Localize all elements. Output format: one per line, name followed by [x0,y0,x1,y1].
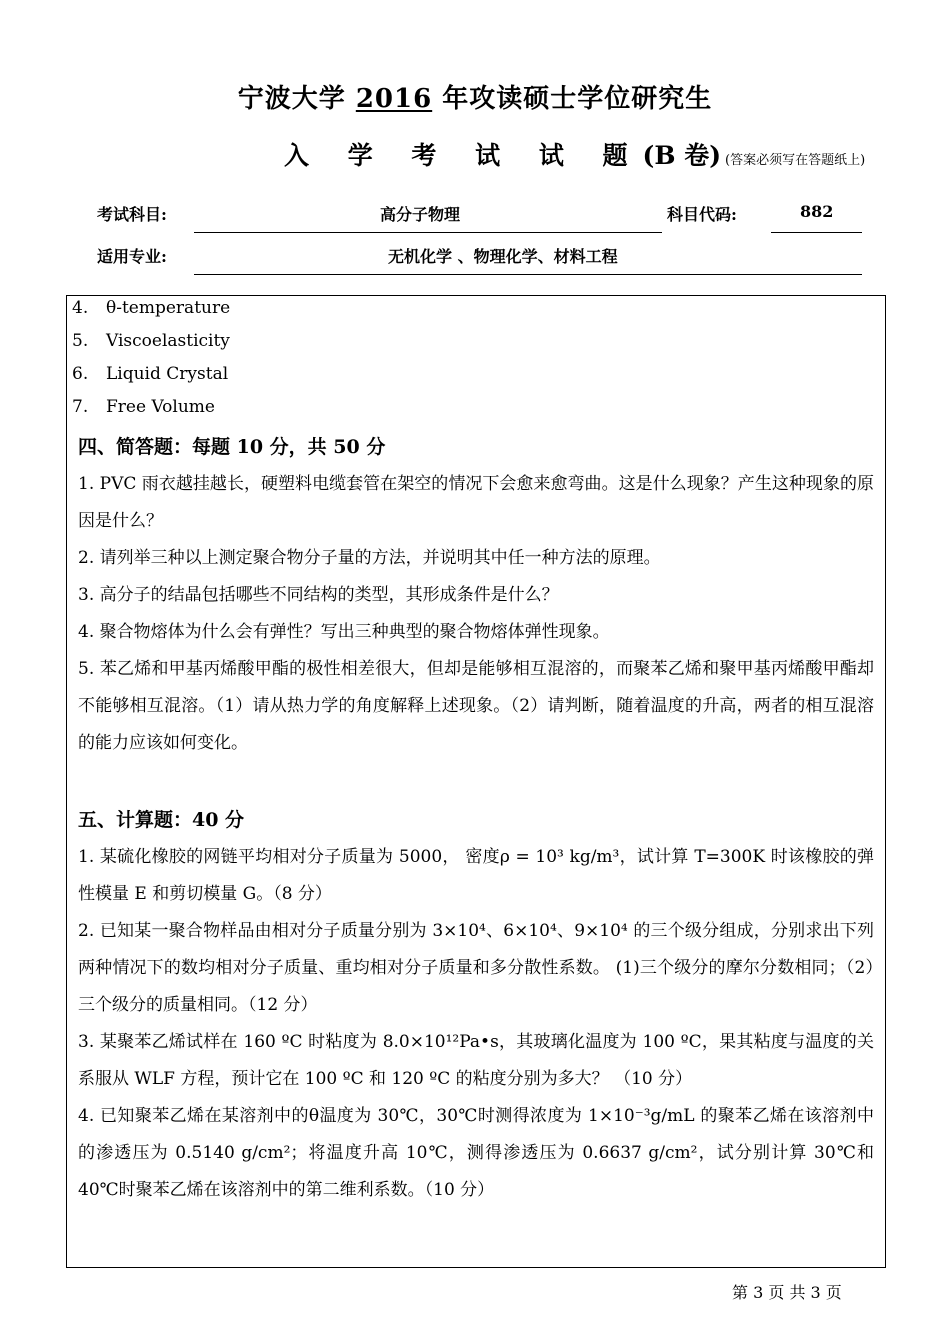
term-number: 6. [72,364,89,384]
exam-subtitle [284,136,865,172]
term-text: Free Volume [106,397,215,417]
subject-underline [194,232,662,233]
code-underline [771,232,862,233]
section5-question-4: 4. 已知聚苯乙烯在某溶剂中的θ温度为 30℃，30℃时测得浓度为 1×10⁻³g/mL 的聚苯乙烯在该溶剂中的渗透压为 0.5140 g/cm²；将温度升高 10℃，测得渗透压为 0.6637 g/cm²，试分别计算 30℃和 40℃时聚苯乙烯在该溶剂中的第二维利系数。（10 分） [78,1106,874,1200]
section5-question-1: 1. 某硫化橡胶的网链平均相对分子质量为 5000， 密度ρ = 10³ kg/m³，试计算 T=300K 时该橡胶的弹性模量 E 和剪切模量 G。（8 分） [78,847,874,904]
section4-question-5: 5. 苯乙烯和甲基丙烯酸甲酯的极性相差很大，但却是能够相互混溶的，而聚苯乙烯和聚甲基丙烯酸甲酯却不能够相互混溶。（1）请从热力学的角度解释上述现象。（2）请判断，随着温度的升高，两者的相互混溶的能力应该如何变化。 [78,659,874,753]
title-suffix: 年攻读硕士学位研究生 [432,84,713,114]
code-label: 科目代码: [667,205,737,224]
section4-question-1: 1. PVC 雨衣越挂越长，硬塑料电缆套管在架空的情况下会愈来愈弯曲。这是什么现象？产生这种现象的原因是什么？ [78,474,874,531]
major-underline [194,274,862,275]
subject-value: 高分子物理 [380,205,461,224]
term-text: Liquid Crystal [106,364,229,384]
section5-question-3: 3. 某聚苯乙烯试样在 160 ºC 时粘度为 8.0×10¹²Pa•s，其玻璃化温度为 100 ºC，果其粘度与温度的关系服从 WLF 方程，预计它在 100 ºC 和 120 ºC 的粘度分别为多大？ （10 分） [78,1032,874,1089]
term-text: θ-temperature [106,298,231,318]
term-number: 5. [72,331,89,351]
major-value: 无机化学 、物理化学、材料工程 [388,247,618,266]
section5-question-2: 2. 已知某一聚合物样品由相对分子质量分别为 3×10⁴、6×10⁴、9×10⁴ 的三个级分组成，分别求出下列两种情况下的数均相对分子质量、重均相对分子质量和多分散性系数。 (1)三个级分的摩尔分数相同；（2）三个级分的质量相同。（12 分） [78,921,874,1015]
section4-question-4: 4. 聚合物熔体为什么会有弹性？写出三种典型的聚合物熔体弹性现象。 [78,622,610,642]
term-number: 7. [72,397,89,417]
code-value: 882 [800,202,834,221]
section4-question-2: 2. 请列举三种以上测定聚合物分子量的方法，并说明其中任一种方法的原理。 [78,548,661,568]
term-number: 4. [72,298,89,318]
term-text: Viscoelasticity [106,331,230,351]
section4-heading: 四、简答题：每题 10 分，共 50 分 [78,436,386,458]
title-year: 2016 [355,84,433,114]
title-prefix: 宁波大学 [237,84,356,114]
major-label: 适用专业: [97,247,167,266]
subtitle-note: (答案必须写在答题纸上) [725,153,866,168]
page-number: 第 3 页 共 3 页 [732,1283,842,1302]
subtitle-paper: (B 卷) [642,141,722,170]
exam-title [0,78,950,115]
section5-heading: 五、计算题：40 分 [78,809,245,831]
subtitle-main: 入 学 考 试 试 题 [284,141,643,170]
section4-question-3: 3. 高分子的结晶包括哪些不同结构的类型，其形成条件是什么？ [78,585,559,605]
subject-label: 考试科目: [97,205,167,224]
